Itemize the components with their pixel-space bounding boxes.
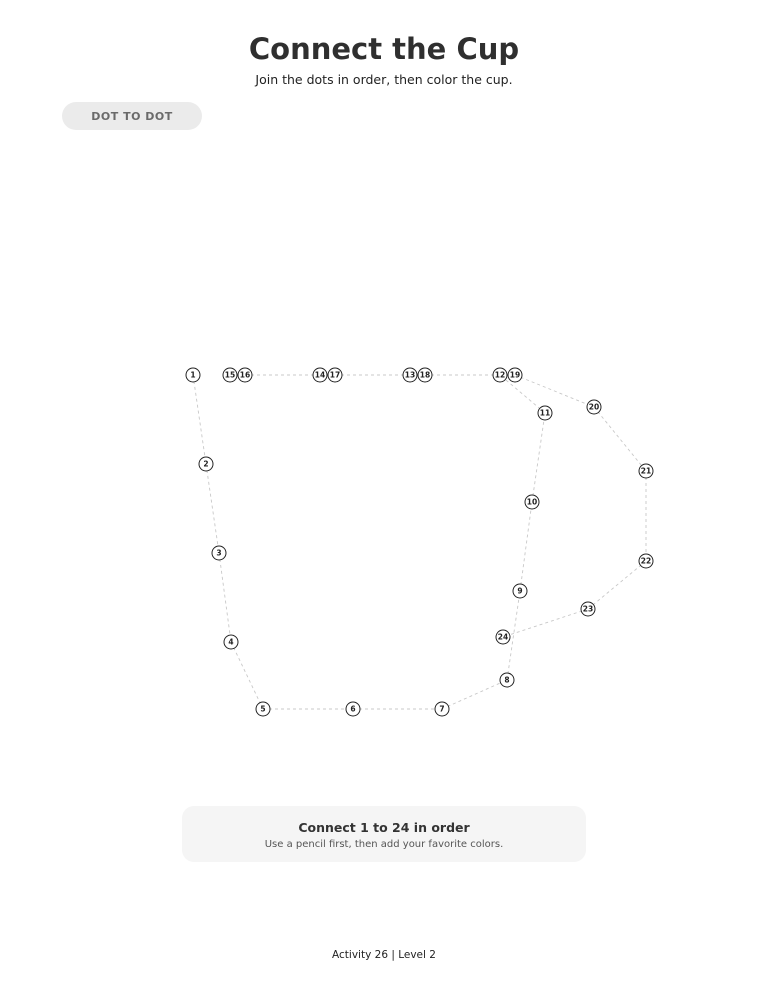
dot-number: 17 [329, 370, 341, 380]
dot-14 [313, 368, 327, 382]
dot-number: 2 [203, 459, 209, 469]
dot-number: 12 [494, 370, 506, 380]
page-title: Connect the Cup [248, 32, 520, 66]
dot-23 [581, 602, 595, 616]
dot-2 [199, 457, 213, 471]
dot-number: 13 [404, 370, 416, 380]
dot-10 [525, 495, 539, 509]
dot-11 [538, 406, 552, 420]
guide-line-10-11 [532, 413, 545, 502]
dot-number: 1 [190, 370, 196, 380]
dot-1 [186, 368, 200, 382]
guide-line-19-20 [515, 375, 594, 407]
guide-line-7-8 [442, 680, 507, 709]
guide-line-22-23 [588, 561, 646, 609]
dot-number: 9 [517, 586, 523, 596]
dot-12 [493, 368, 507, 382]
guide-line-1-2 [193, 375, 206, 464]
instructions-subtitle: Use a pencil first, then add your favorite colors. [264, 839, 504, 850]
dot-4 [224, 635, 238, 649]
guide-line-23-24 [503, 609, 588, 637]
dot-17 [328, 368, 342, 382]
dot-18 [418, 368, 432, 382]
dot-number: 5 [260, 704, 266, 714]
dot-6 [346, 702, 360, 716]
dot-number: 8 [504, 675, 510, 685]
dot-number: 3 [216, 548, 222, 558]
dot-number: 23 [582, 604, 594, 614]
dot-19 [508, 368, 522, 382]
dot-number: 10 [526, 497, 538, 507]
dot-number: 14 [314, 370, 326, 380]
guide-line-9-10 [520, 502, 532, 591]
dot-9 [513, 584, 527, 598]
dot-number: 6 [350, 704, 356, 714]
dot-number: 20 [588, 402, 600, 412]
dot-number: 7 [439, 704, 445, 714]
dot-13 [403, 368, 417, 382]
dot-16 [238, 368, 252, 382]
dot-number: 22 [640, 556, 652, 566]
dot-number: 15 [224, 370, 236, 380]
dot-number: 16 [239, 370, 251, 380]
guide-line-2-3 [206, 464, 219, 553]
dot-7 [435, 702, 449, 716]
dot-number: 11 [539, 408, 551, 418]
dot-8 [500, 673, 514, 687]
dot-15 [223, 368, 237, 382]
dot-number: 18 [419, 370, 431, 380]
dot-3 [212, 546, 226, 560]
guide-line-20-21 [594, 407, 646, 471]
page-subtitle: Join the dots in order, then color the cup. [255, 72, 513, 87]
dot-number: 21 [640, 466, 652, 476]
instructions-panel [182, 806, 586, 862]
dot-to-dot-badge: DOT TO DOT [62, 102, 202, 130]
dot-20 [587, 400, 601, 414]
guide-line-3-4 [219, 553, 231, 642]
guide-line-11-12 [500, 375, 545, 413]
dot-5 [256, 702, 270, 716]
guide-line-4-5 [231, 642, 263, 709]
footer-activity-level: Activity 26 | Level 2 [332, 949, 436, 961]
dot-21 [639, 464, 653, 478]
instructions-title: Connect 1 to 24 in order [298, 820, 470, 835]
dot-22 [639, 554, 653, 568]
dot-24 [496, 630, 510, 644]
dot-number: 4 [228, 637, 234, 647]
dot-number: 19 [509, 370, 521, 380]
dot-number: 24 [497, 632, 509, 642]
